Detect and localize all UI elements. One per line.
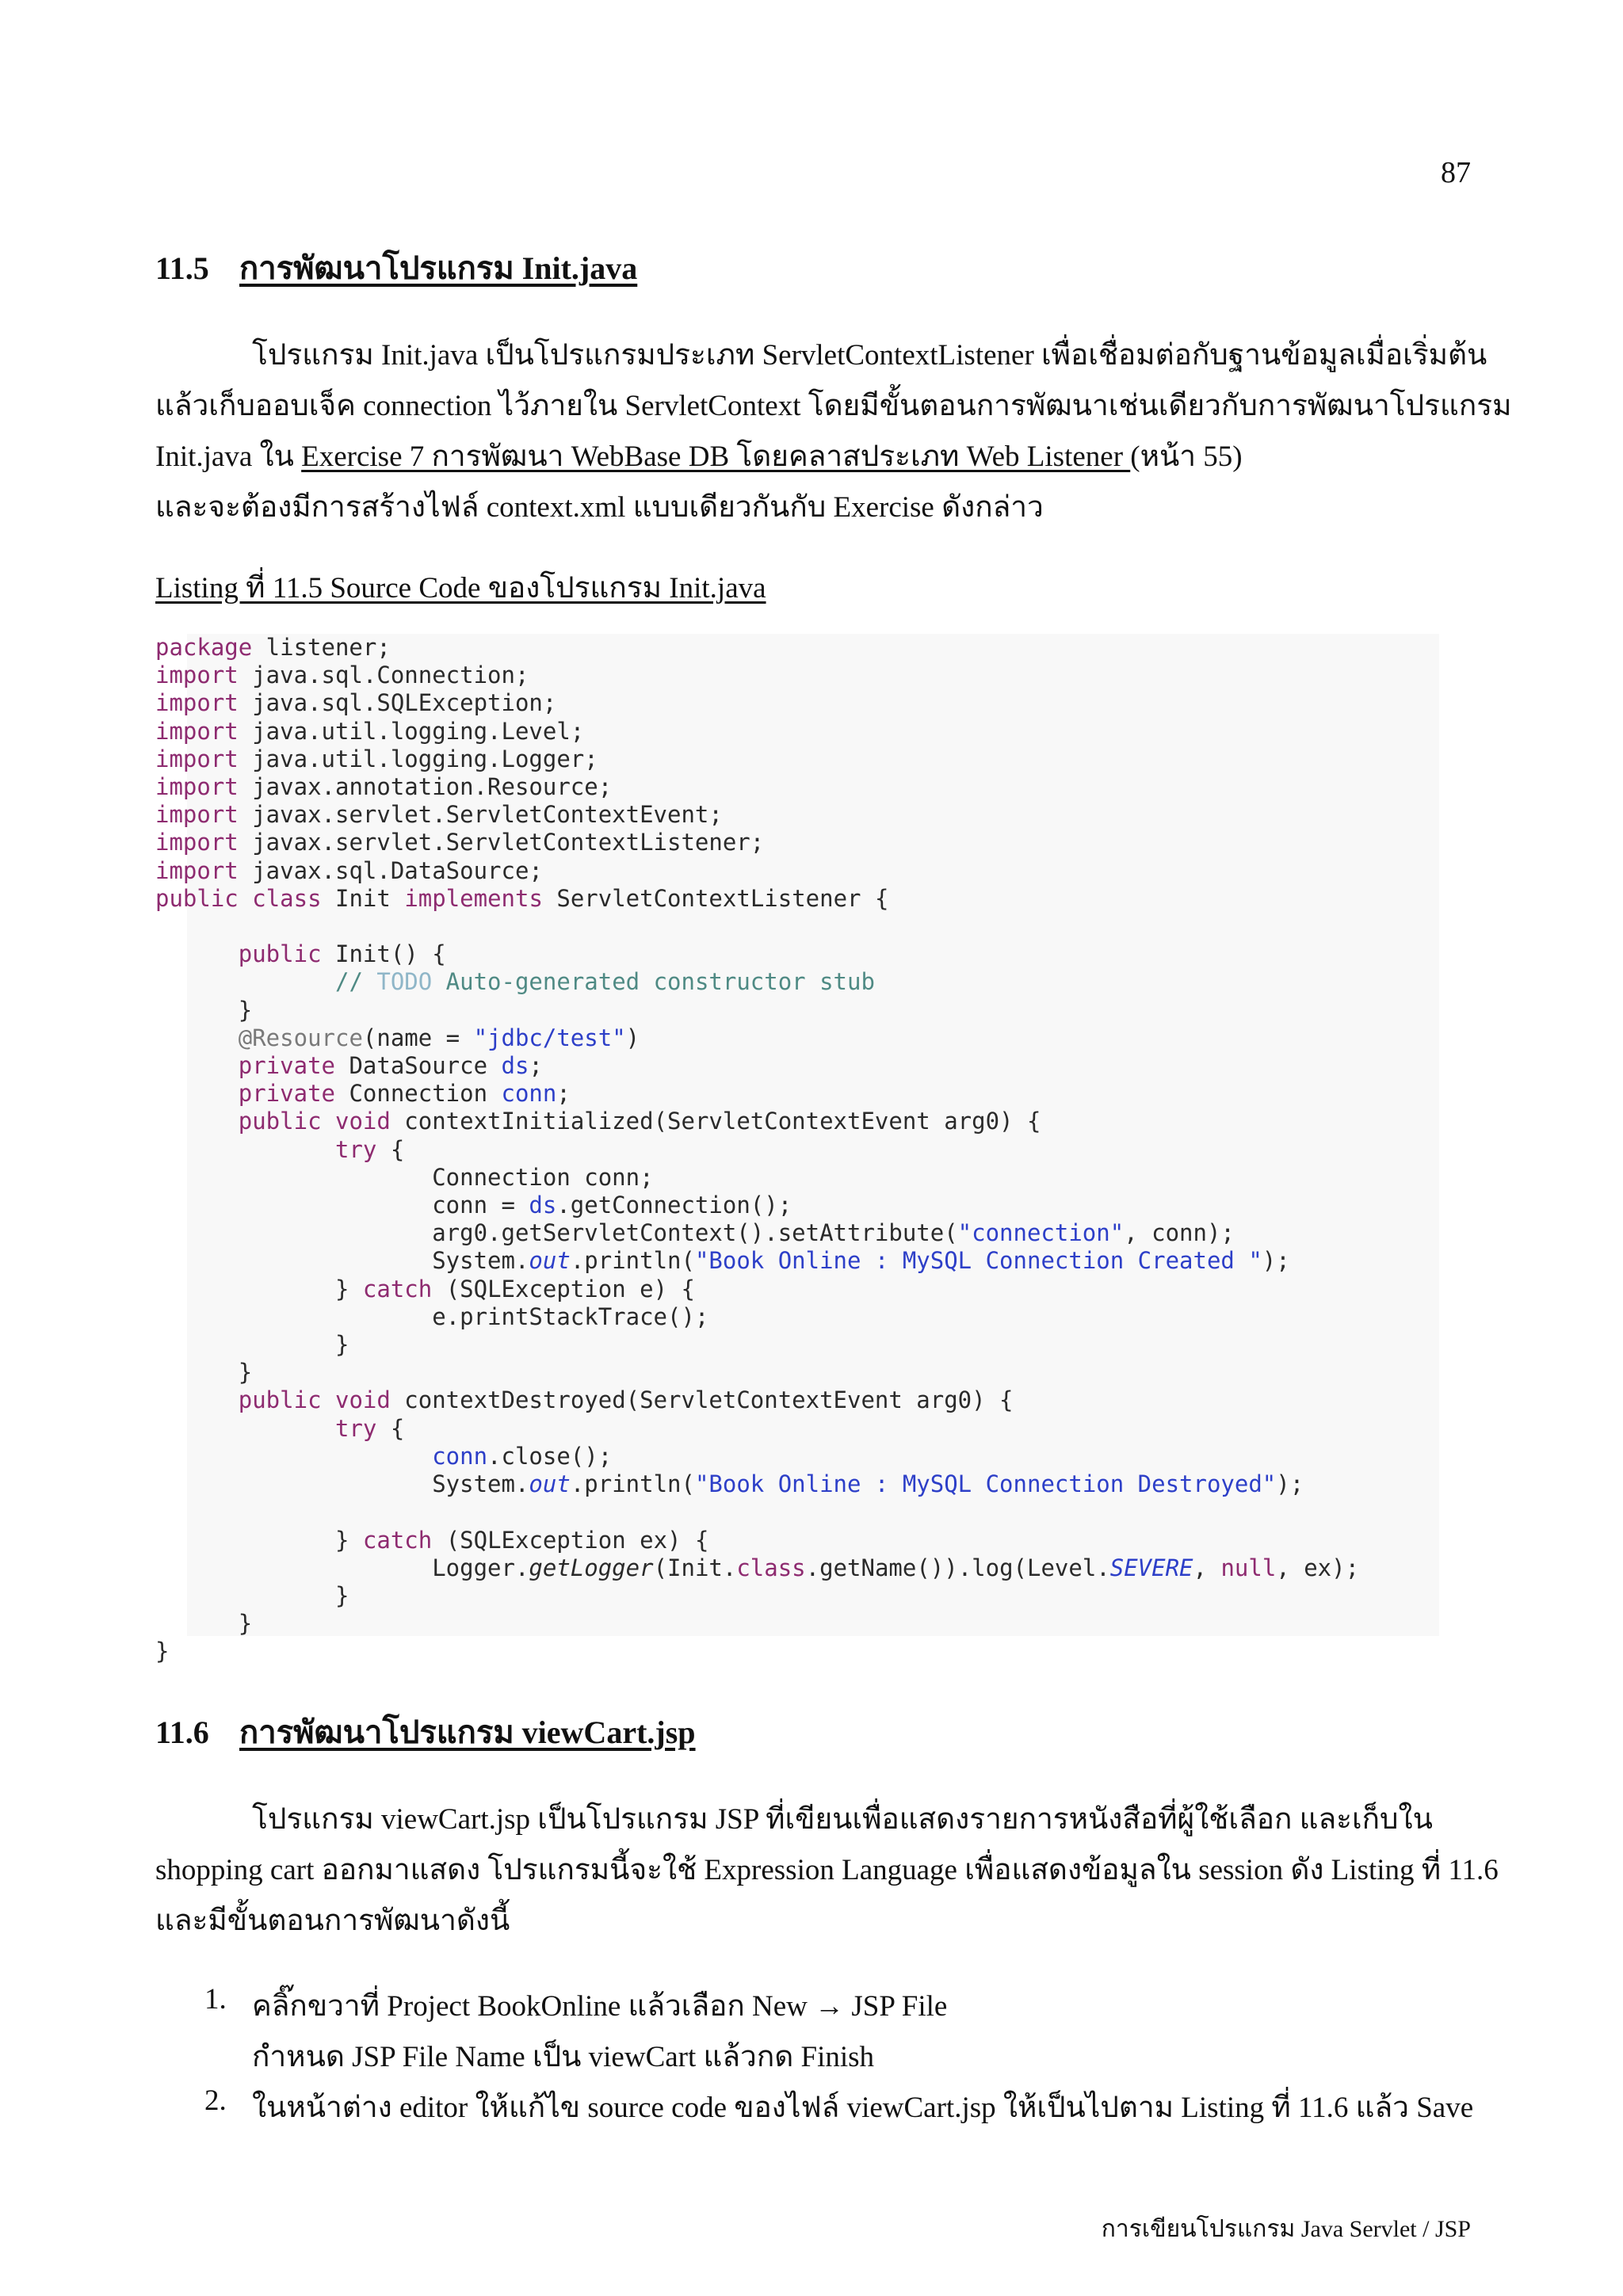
step-text: คลิ๊กขวาที่ Project BookOnline แล้วเลือก New → JSP File [252, 1990, 948, 2023]
step-text: กำหนด JSP File Name เป็น viewCart แล้วกด Finish [252, 2041, 875, 2073]
paragraph-line: shopping cart ออกมาแสดง โปรแกรมนี้จะใช้ Expression Language เพื่อแสดงข้อมูลใน session ดัง Listing ที่ 11.6 [155, 1854, 1499, 1886]
paragraph-line: และจะต้องมีการสร้างไฟล์ context.xml แบบเดียวกันกับ Exercise ดังกล่าว [155, 491, 1044, 524]
paragraph-line: แล้วเก็บออบเจ็ค connection ไว้ภายใน ServletContext โดยมีขั้นตอนการพัฒนาเช่นเดียวกับการพัฒนาโปรแกรม [155, 390, 1512, 422]
section-title: การพัฒนาโปรแกรม viewCart.jsp [239, 1714, 696, 1750]
paragraph-line [155, 433, 1243, 479]
step-number: 1. [204, 1983, 227, 2016]
code-listing: package listener; import java.sql.Connection; import java.sql.SQLException; import java.util.logging.Level; import java.util.logging.Logger; import javax.annotation.Resource; import javax.servlet.ServletContextEvent; import javax.servlet.ServletContextListener; import javax.sql.DataSource; public class Init implements ServletContextListener { public Init() { // TODO Auto-generated constructor stub } @Resource(name = "jdbc/test") private DataSource ds; private Connection conn; public void contextInitialized(ServletContextEvent arg0) { try { Connection conn; conn = ds.getConnection(); arg0.getServletContext().setAttribute("connection", conn); System.out.println("Book Online : MySQL Connection Created "); } catch (SQLException e) { e.printStackTrace(); } } public void contextDestroyed(ServletContextEvent arg0) { try { conn.close(); System.out.println("Book Online : MySQL Connection Destroyed"); } catch (SQLException ex) { Logger.getLogger(Init.class.getName()).log(Level.SEVERE, null, ex); } } } [155, 634, 1360, 1665]
section-heading-11-5 [155, 242, 637, 293]
section-number: 11.5 [155, 250, 209, 286]
listing-caption: Listing ที่ 11.5 Source Code ของโปรแกรม Init.java [155, 572, 766, 605]
paragraph-line: โปรแกรม viewCart.jsp เป็นโปรแกรม JSP ที่เขียนเพื่อแสดงรายการหนังสือที่ผู้ใช้เลือก และเก็บใน [252, 1803, 1433, 1836]
paragraph-text: (หน้า 55) [1130, 441, 1243, 473]
exercise-reference-link: Exercise 7 การพัฒนา WebBase DB โดยคลาสประเภท Web Listener [301, 441, 1131, 473]
paragraph-text: Init.java ใน [155, 441, 302, 473]
step-number: 2. [204, 2084, 227, 2117]
paragraph-line: และมีขั้นตอนการพัฒนาดังนี้ [155, 1905, 510, 1937]
page-number: 87 [1441, 156, 1471, 189]
section-number: 11.6 [155, 1714, 209, 1750]
step-text: ในหน้าต่าง editor ให้แก้ไข source code ของไฟล์ viewCart.jsp ให้เป็นไปตาม Listing ที่ 11.6 แล้ว Save [252, 2092, 1474, 2124]
page-footer: การเขียนโปรแกรม Java Servlet / JSP [1101, 2216, 1471, 2242]
section-title: การพัฒนาโปรแกรม Init.java [239, 250, 638, 286]
section-heading-11-6 [155, 1707, 696, 1757]
paragraph-line: โปรแกรม Init.java เป็นโปรแกรมประเภท ServletContextListener เพื่อเชื่อมต่อกับฐานข้อมูลเมื่อเริ่มต้น [252, 339, 1487, 372]
